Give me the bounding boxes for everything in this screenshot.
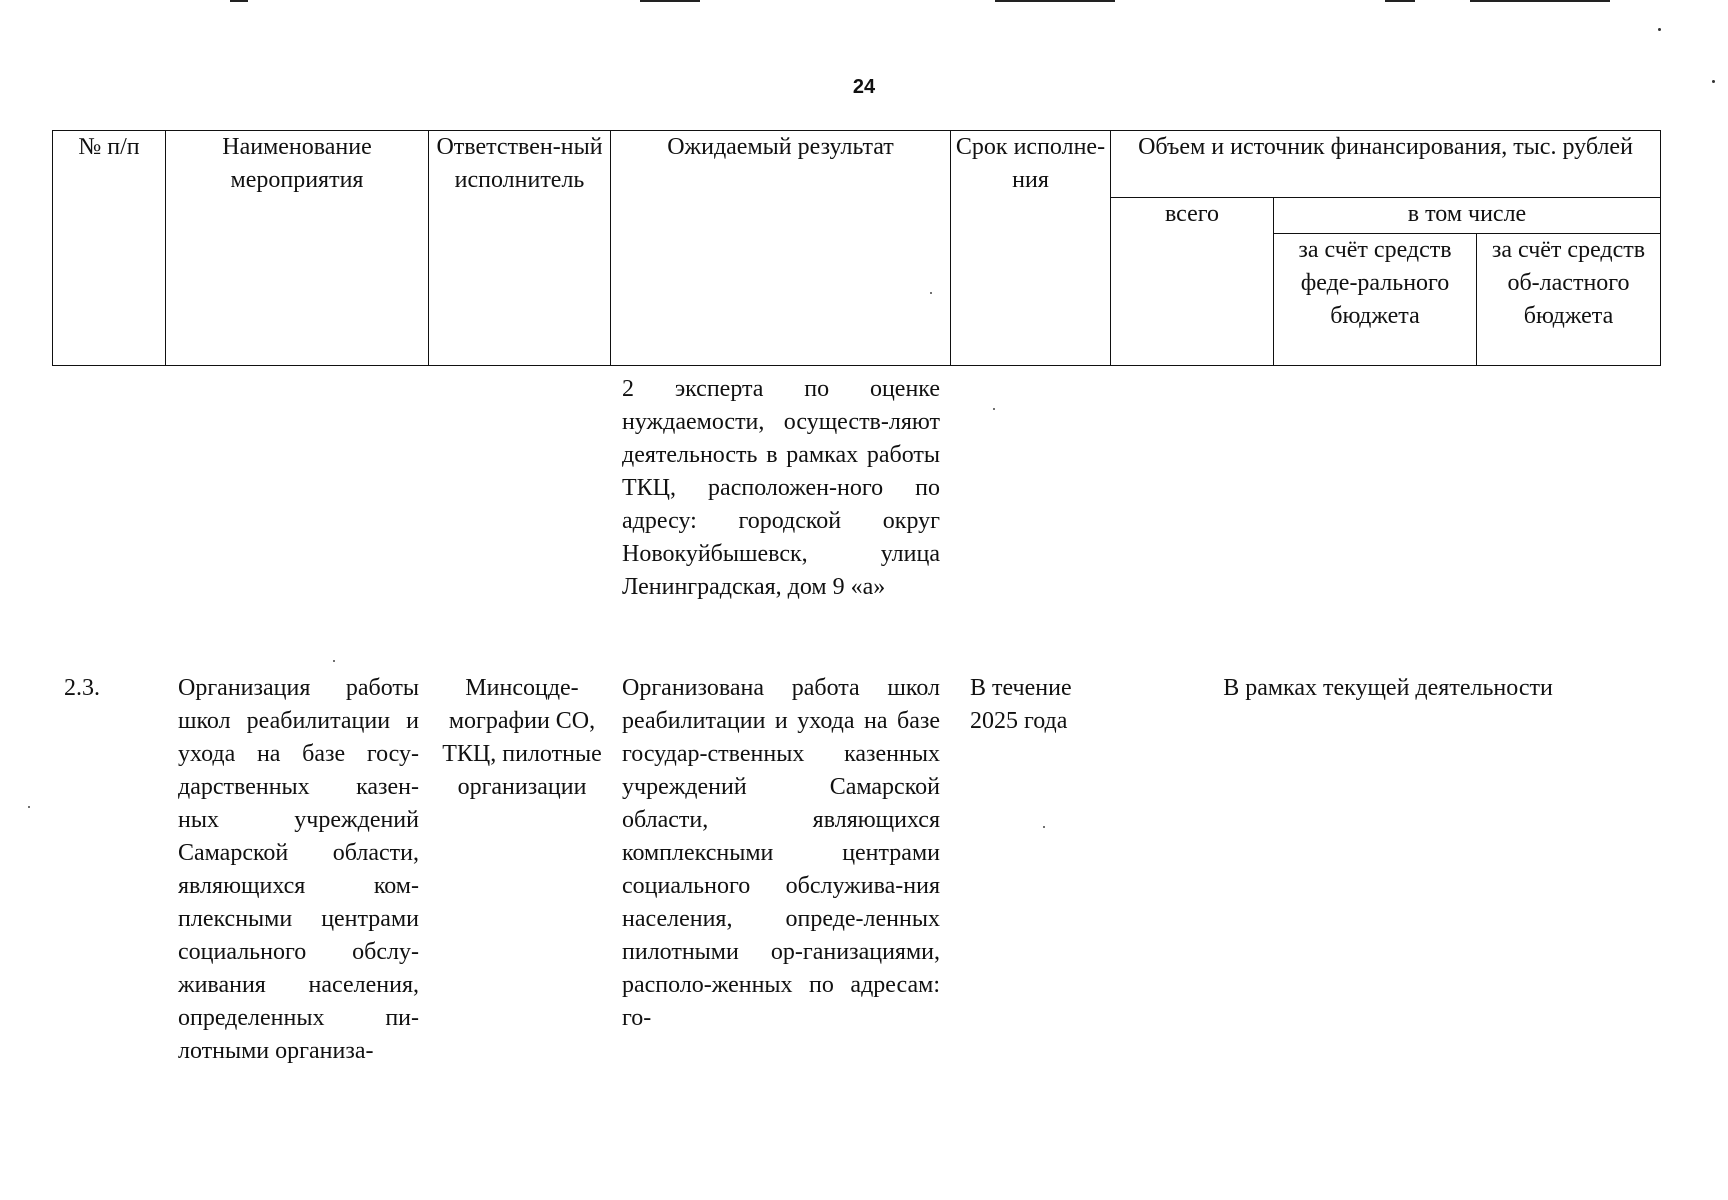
continuation-expected-result: 2 эксперта по оценке нуждаемости, осуществ-ляют деятельность в рамках работы ТКЦ, расположен-ного по адресу: городской округ Новокуйбышевск, улица Ленинградская, дом 9 «а» (622, 376, 940, 600)
header-federal: за счёт средств феде-рального бюджета (1274, 234, 1477, 366)
header-deadline: Срок исполне-ния (951, 131, 1111, 366)
header-regional: за счёт средств об-ластного бюджета (1477, 234, 1661, 366)
header-expected-result: Ожидаемый результат (611, 131, 951, 366)
top-scan-rule (1470, 0, 1610, 2)
row-2-3-name: Организация работы школ реабилитации и ухода на базе госу-дарственных казен-ных учреждений Самарской области, являющихся ком-плексными центрами социального обслу-живания населения, определенных пи-лотными организа- (178, 675, 419, 1064)
top-scan-rule (1385, 0, 1415, 2)
scan-dot (333, 660, 335, 662)
table-header (52, 130, 1661, 366)
top-scan-rule (995, 0, 1115, 2)
header-funding: Объем и источник финансирования, тыс. рублей (1111, 131, 1661, 198)
scan-dot (993, 408, 995, 410)
row-2-3-funding: В рамках текущей деятельности (1223, 675, 1553, 701)
page-number: 24 (852, 76, 876, 98)
header-including: в том числе (1274, 198, 1661, 234)
top-scan-rule (640, 0, 700, 2)
row-2-3-expected-result: Организована работа школ реабилитации и ухода на базе государ-ственных казенных учреждений Самарской области, являющихся комплексными центрами социального обслужива-ния населения, опреде-ленных пилотными ор-ганизациями, располо-женных по адресам: го- (622, 675, 940, 1031)
row-2-3-responsible: Минсоцде-мографии СО, ТКЦ, пилотные организации (442, 675, 602, 800)
header-responsible: Ответствен-ный исполнитель (429, 131, 611, 366)
scan-dot (28, 806, 30, 808)
scan-dot (1658, 28, 1661, 31)
scan-dot (1043, 826, 1045, 828)
row-2-3-deadline: В течение 2025 года (970, 675, 1072, 734)
header-name: Наименование мероприятия (166, 131, 429, 366)
header-num: № п/п (53, 131, 166, 366)
scan-dot (930, 292, 932, 294)
header-total: всего (1111, 198, 1274, 366)
row-2-3-num: 2.3. (64, 675, 100, 701)
top-scan-rule (230, 0, 248, 2)
